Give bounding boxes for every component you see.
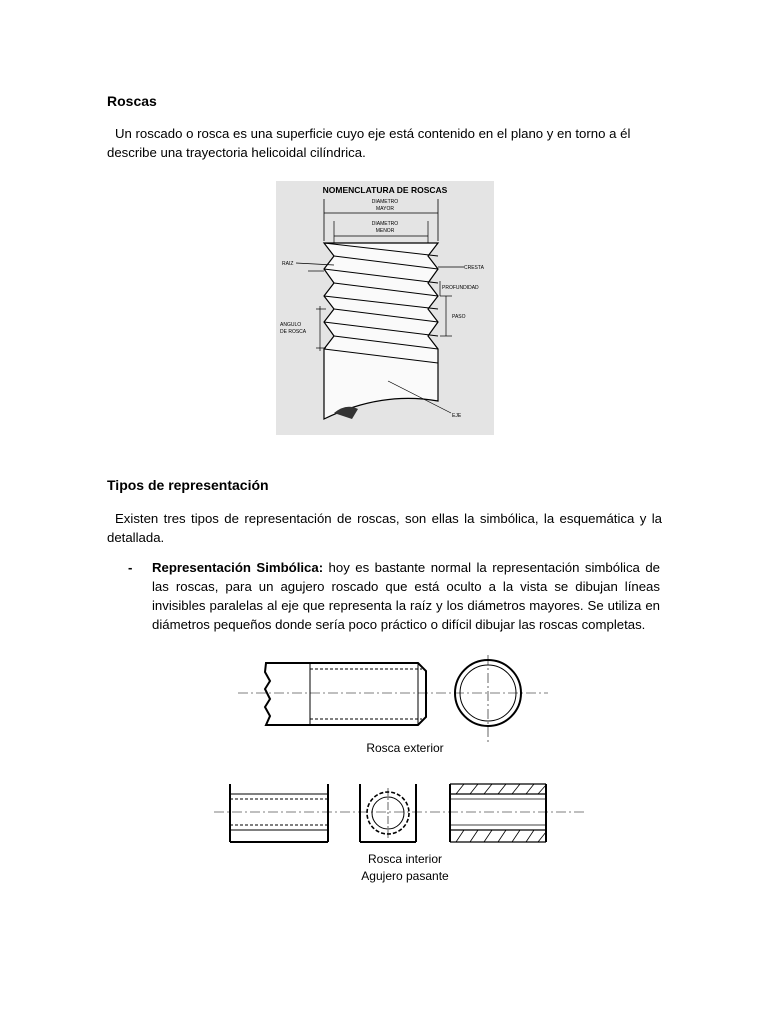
- label-diametro-mayor-2: MAYOR: [376, 206, 394, 212]
- bullet-marker: -: [128, 560, 133, 575]
- intro-paragraph: Un roscado o rosca es una superficie cuyo eje está contenido en el plano y en torno a él describe una trayectoria helicoidal cilíndrica.: [107, 126, 631, 160]
- label-paso: PASO: [452, 314, 466, 320]
- label-cresta: CRESTA: [464, 265, 484, 271]
- label-profundidad: PROFUNDIDAD: [442, 285, 479, 291]
- bullet-symbolic-representation: [152, 558, 660, 634]
- label-diametro-menor-1: DIAMETRO: [371, 221, 399, 227]
- types-paragraph: Existen tres tipos de representación de roscas, son ellas la simbólica, la esquemática y la detallada.: [107, 511, 662, 545]
- label-diametro-mayor-1: DIAMETRO: [371, 199, 399, 205]
- rosca-interior-drawing: [212, 780, 588, 848]
- label-diametro-menor-2: MENOR: [375, 228, 395, 234]
- rosca-exterior-drawing: [230, 655, 560, 747]
- bullet-text: hoy es bastante normal la representación simbólica de las roscas, para un agujero roscado que está oculto a la vista se dibujan líneas invisibles paralelas al eje que representa la raíz y los diámetros mayores. Se utiliza en diámetros pequeños donde sería poco práctico o difícil dibujar las roscas completas.: [152, 560, 660, 632]
- label-eje: EJE: [452, 413, 462, 419]
- label-raiz: RAIZ: [282, 261, 294, 267]
- section-title-roscas: Roscas: [107, 93, 157, 109]
- caption-agujero-pasante: Agujero pasante: [361, 869, 449, 883]
- label-angulo-2: DE ROSCA: [280, 329, 307, 335]
- section-title-tipos: Tipos de representación: [107, 477, 269, 493]
- caption-rosca-interior: Rosca interior: [367, 852, 443, 866]
- bullet-bold-label: Representación Simbólica:: [152, 560, 324, 575]
- label-angulo-1: ANGULO: [280, 322, 302, 328]
- nomenclature-title: NOMENCLATURA DE ROSCAS: [322, 185, 448, 195]
- thread-nomenclature-figure: [276, 181, 494, 435]
- caption-rosca-exterior: Rosca exterior: [366, 741, 444, 755]
